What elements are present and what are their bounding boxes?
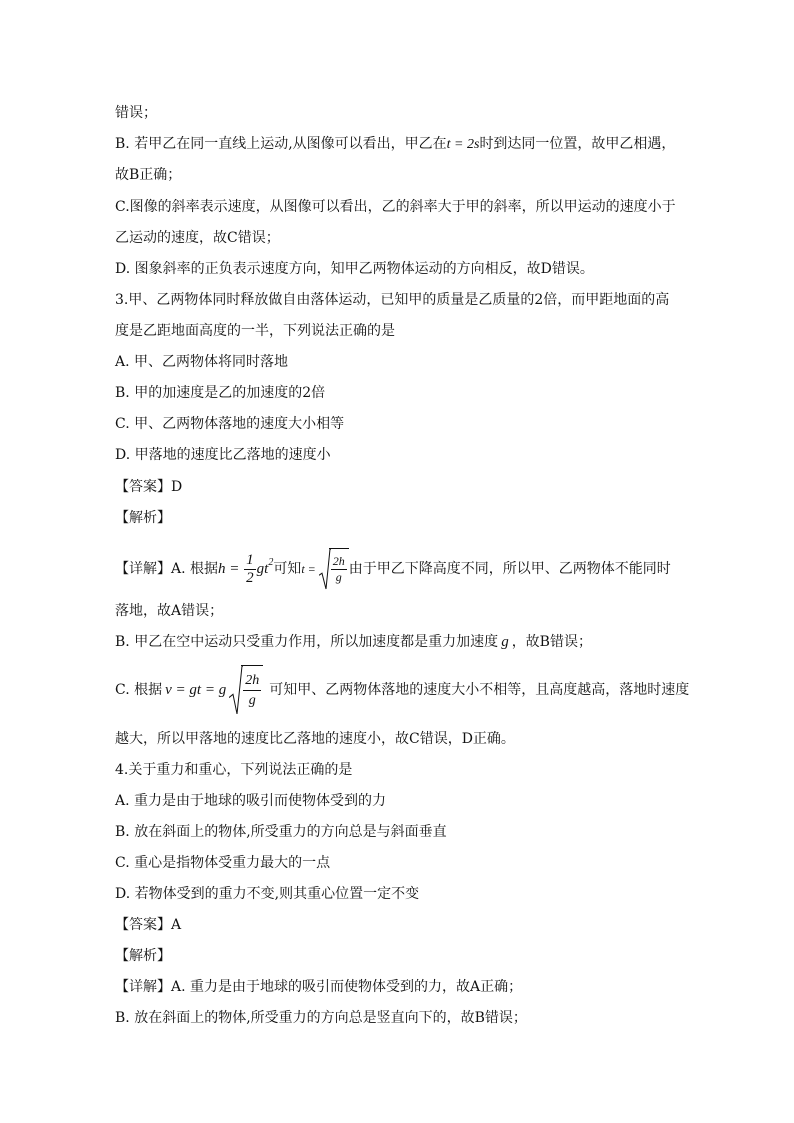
square-root [319, 548, 349, 590]
math-var: g [501, 634, 509, 650]
text-segment: B. 若甲乙在同一直线上运动,从图像可以看出，甲乙在 [115, 136, 447, 152]
radical-sign [319, 548, 331, 590]
math-op: = [304, 562, 319, 576]
text-line: 【详解】A. 重力是由于地球的吸引而使物体受到的力，故A正确； [115, 979, 523, 995]
option-a: A. 重力是由于地球的吸引而使物体受到的力 [115, 793, 387, 809]
fraction [331, 554, 347, 585]
fraction-numerator: 1 [246, 551, 254, 568]
analysis-label: 【解析】 [115, 510, 171, 526]
fraction-numerator: 2h [243, 671, 261, 691]
option-d: D. 甲落地的速度比乙落地的速度小 [115, 447, 331, 463]
text-segment: 时到达同一位置，故甲乙相遇， [479, 136, 676, 152]
fraction-denominator: g [248, 693, 256, 709]
math-var: t [301, 562, 305, 576]
square-root [229, 665, 263, 715]
text-segment: B. 甲乙在空中运动只受重力作用，所以加速度都是重力加速度 [115, 634, 499, 650]
question-text: 度是乙距地面高度的一半，下列说法正确的是 [115, 323, 395, 339]
text-line [115, 632, 592, 652]
question-text: 4.关于重力和重心，下列说法正确的是 [115, 762, 353, 778]
fraction-denominator: g [335, 570, 342, 585]
text-line [115, 134, 675, 155]
text-segment: 可知 [273, 561, 302, 577]
text-line: 落地，故A错误； [115, 603, 224, 619]
fraction [244, 552, 256, 587]
text-segment: 可知甲、乙两物体落地的速度大小不相等，且高度越高，落地时速度 [269, 682, 690, 698]
question-text: 3.甲、乙两物体同时释放做自由落体运动，已知甲的质量是乙质量的2倍，而甲距地面的高 [115, 292, 670, 308]
option-c: C. 重心是指物体受重力最大的一点 [115, 855, 331, 871]
option-b: B. 放在斜面上的物体,所受重力的方向总是与斜面垂直 [115, 824, 447, 840]
analysis-label: 【解析】 [115, 948, 171, 964]
fraction-numerator: 2h [332, 554, 345, 569]
option-a: A. 甲、乙两物体将同时落地 [115, 354, 289, 370]
text-segment: ，故B错误； [511, 634, 592, 650]
text-line: 乙运动的速度，故C错误； [115, 230, 280, 246]
formula-line [115, 665, 689, 713]
math-expression: t = 2s [446, 137, 480, 152]
fraction [243, 671, 261, 710]
option-b: B. 甲的加速度是乙的加速度的2倍 [115, 385, 326, 401]
fraction-denominator: 2 [246, 569, 254, 586]
text-line: 越大，所以甲落地的速度比乙落地的速度小，故C错误，D正确。 [115, 731, 515, 747]
radical-sign [229, 665, 243, 715]
math-expression: v = gt = g [165, 682, 227, 698]
math-exponent: 2 [268, 557, 274, 568]
text-segment: C. 根据 [115, 682, 163, 698]
option-c: C. 甲、乙两物体落地的速度大小相等 [115, 416, 345, 432]
answer-label: 【答案】A [115, 917, 182, 933]
math-var: gt [256, 561, 269, 577]
math-op: = [225, 561, 244, 577]
text-line: 错误； [115, 105, 157, 121]
text-line: C.图像的斜率表示速度，从图像可以看出，乙的斜率大于甲的斜率，所以甲运动的速度小于 [115, 199, 676, 215]
answer-label: 【答案】D [115, 479, 183, 495]
option-d: D. 若物体受到的重力不变,则其重心位置一定不变 [115, 886, 420, 902]
text-line: B. 放在斜面上的物体,所受重力的方向总是竖直向下的，故B错误； [115, 1010, 527, 1026]
formula-line [115, 543, 671, 586]
text-segment: 【详解】A. 根据 [115, 561, 219, 577]
text-line: 故B正确； [115, 167, 182, 183]
math-var: h [218, 561, 226, 577]
text-segment: 由于甲乙下降高度不同，所以甲、乙两物体不能同时 [348, 561, 671, 577]
text-line: D. 图象斜率的正负表示速度方向，知甲乙两物体运动的方向相反，故D错误。 [115, 261, 594, 277]
